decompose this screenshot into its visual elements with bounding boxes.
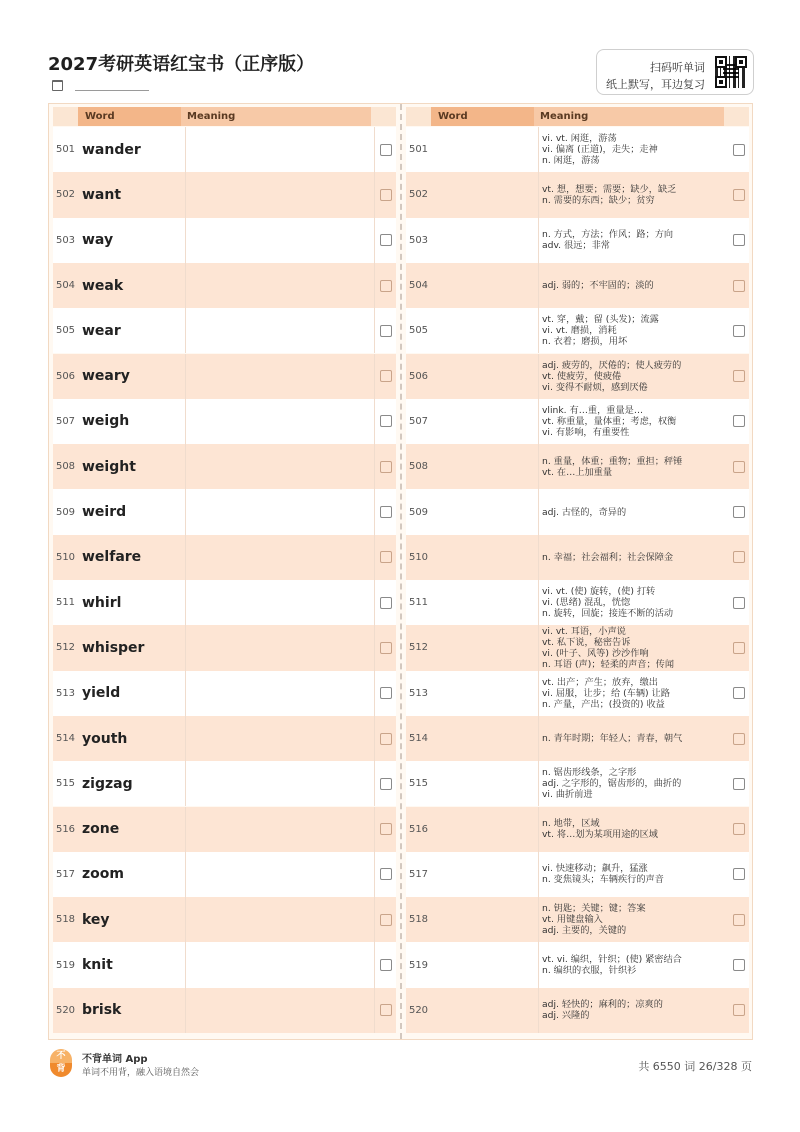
row-number: 502 — [408, 189, 429, 201]
page-count: 共 6550 词 26/328 页 — [638, 1060, 752, 1073]
meaning-line: vi. vt. 磨损，消耗 — [542, 325, 617, 337]
word-blank-field[interactable] — [435, 489, 539, 534]
vocab-table — [48, 103, 753, 1040]
checkbox[interactable] — [733, 868, 745, 880]
meaning-line: vi. vt. 闲逛，游荡 — [542, 133, 617, 145]
checkbox[interactable] — [380, 370, 392, 382]
checkbox[interactable] — [380, 597, 392, 609]
word-blank-field[interactable] — [435, 852, 539, 897]
checkbox[interactable] — [380, 506, 392, 518]
checkbox[interactable] — [733, 189, 745, 201]
meaning-text — [538, 852, 726, 897]
word-blank-field[interactable] — [435, 897, 539, 942]
row-number: 506 — [55, 370, 76, 382]
checkbox[interactable] — [733, 506, 745, 518]
meaning-line: vi. 曲折前进 — [542, 789, 593, 801]
meaning-line: n. 钥匙；关键；键；答案 — [542, 903, 646, 915]
row-number: 512 — [408, 642, 429, 654]
checkbox[interactable] — [733, 461, 745, 473]
checkbox[interactable] — [733, 914, 745, 926]
meaning-blank-field[interactable] — [185, 625, 375, 670]
word-text: want — [82, 186, 122, 203]
row-number: 519 — [55, 959, 76, 971]
checkbox[interactable] — [733, 280, 745, 292]
header-num-cell — [53, 107, 78, 126]
meaning-blank-field[interactable] — [185, 263, 375, 308]
left-header — [49, 104, 398, 126]
checkbox[interactable] — [733, 642, 745, 654]
checkbox[interactable] — [380, 959, 392, 971]
meaning-line: adj. 轻快的；麻利的；凉爽的 — [542, 999, 663, 1011]
meaning-row — [406, 988, 749, 1033]
meaning-line: vt. vi. 编织，针织；(使) 紧密结合 — [542, 954, 682, 966]
row-number: 503 — [55, 234, 76, 246]
word-blank-field[interactable] — [435, 535, 539, 580]
meaning-line: n. 方式，方法；作风；路；方向 — [542, 229, 674, 241]
meaning-blank-field[interactable] — [185, 988, 375, 1033]
meaning-text — [538, 308, 726, 353]
meaning-row — [406, 580, 749, 625]
word-text: zoom — [82, 866, 124, 883]
word-row — [53, 444, 396, 489]
meaning-line: vi. 有影响，有重要性 — [542, 426, 630, 438]
checkbox[interactable] — [380, 823, 392, 835]
meaning-line: n. 青年时期；年轻人；青春，朝气 — [542, 733, 683, 745]
row-number: 516 — [408, 823, 429, 835]
header-word: Word — [431, 107, 534, 126]
row-number: 507 — [55, 415, 76, 427]
row-number: 518 — [55, 914, 76, 926]
meaning-line: vt. 想，想要；需要；缺少，缺乏 — [542, 183, 677, 195]
qr-code-icon[interactable] — [715, 56, 747, 88]
header-word: Word — [78, 107, 181, 126]
meaning-line: n. 闲逛，游荡 — [542, 155, 600, 167]
checkbox[interactable] — [380, 415, 392, 427]
meaning-text — [538, 942, 726, 987]
row-number: 517 — [408, 868, 429, 880]
checkbox[interactable] — [733, 325, 745, 337]
row-number: 501 — [408, 144, 429, 156]
row-number: 509 — [55, 506, 76, 518]
meaning-line: vt. 出产；产生；放弃，缴出 — [542, 676, 658, 688]
word-text: way — [82, 232, 114, 249]
meaning-line: n. 产量，产出；(投资的) 收益 — [542, 698, 665, 710]
meaning-line: vlink. 有…重，重量是… — [542, 404, 644, 416]
word-row — [53, 761, 396, 806]
meaning-text — [538, 399, 726, 444]
meaning-line: vi. 快速移动；飙升，猛涨 — [542, 863, 648, 875]
word-blank-field[interactable] — [435, 942, 539, 987]
word-row — [53, 399, 396, 444]
word-blank-field[interactable] — [435, 988, 539, 1033]
meaning-line: n. 衣着；磨损，用坏 — [542, 336, 628, 348]
meaning-text — [538, 489, 726, 534]
qr-promo-box[interactable] — [596, 49, 754, 95]
checkbox[interactable] — [380, 914, 392, 926]
word-row — [53, 625, 396, 670]
meaning-row — [406, 127, 749, 172]
meaning-text — [538, 671, 726, 716]
word-text: weird — [82, 504, 127, 521]
fold-divider — [400, 104, 402, 1039]
meaning-line: vt. 将…划为某项用途的区域 — [542, 829, 658, 841]
meaning-line: vi. (叶子、风等) 沙沙作响 — [542, 647, 649, 659]
row-number: 514 — [408, 733, 429, 745]
row-number: 515 — [408, 778, 429, 790]
meaning-row — [406, 625, 749, 670]
word-row — [53, 263, 396, 308]
checkbox[interactable] — [733, 959, 745, 971]
meaning-blank-field[interactable] — [185, 897, 375, 942]
row-number: 519 — [408, 959, 429, 971]
meaning-line: vi. vt. 耳语，小声说 — [542, 625, 626, 637]
word-row — [53, 852, 396, 897]
date-row — [52, 80, 149, 91]
meaning-line: adj. 弱的；不牢固的；淡的 — [542, 280, 654, 292]
word-text: zigzag — [82, 775, 133, 792]
word-text: whisper — [82, 639, 145, 656]
meaning-blank-field[interactable] — [185, 852, 375, 897]
word-row — [53, 897, 396, 942]
word-text: youth — [82, 730, 128, 747]
word-text: weight — [82, 458, 136, 475]
row-number: 511 — [55, 597, 76, 609]
checkbox[interactable] — [733, 551, 745, 563]
meaning-line: adj. 古怪的，奇异的 — [542, 506, 627, 518]
row-number: 503 — [408, 234, 429, 246]
row-number: 514 — [55, 733, 76, 745]
meaning-line: n. 旋转，回旋；接连不断的活动 — [542, 608, 674, 620]
meaning-blank-field[interactable] — [185, 308, 375, 353]
meaning-line: n. 幸福；社会福利；社会保障金 — [542, 551, 674, 563]
meaning-blank-field[interactable] — [185, 671, 375, 716]
meaning-row — [406, 399, 749, 444]
meaning-text — [538, 127, 726, 172]
right-header — [402, 104, 751, 126]
meaning-line: n. 重量，体重；重物；重担；秤锤 — [542, 455, 683, 467]
meaning-line: vt. 称重量，量体重；考虑，权衡 — [542, 415, 677, 427]
promo-line-1: 扫码听单词 — [650, 61, 705, 74]
meaning-line: vi. (思绪) 混乱，恍惚 — [542, 597, 631, 609]
meaning-line: adj. 之字形的，锯齿形的，曲折的 — [542, 778, 682, 790]
word-text: whirl — [82, 594, 122, 611]
row-number: 508 — [55, 461, 76, 473]
checkbox[interactable] — [380, 778, 392, 790]
row-number: 513 — [55, 687, 76, 699]
meaning-row — [406, 535, 749, 580]
header-check-cell — [724, 107, 749, 126]
checkbox[interactable] — [380, 325, 392, 337]
word-text: yield — [82, 685, 121, 702]
word-row — [53, 172, 396, 217]
word-blank-field[interactable] — [435, 172, 539, 217]
meaning-text — [538, 580, 726, 625]
word-text: weary — [82, 368, 130, 385]
checkbox[interactable] — [380, 733, 392, 745]
row-number: 520 — [408, 1004, 429, 1016]
checkbox[interactable] — [380, 868, 392, 880]
meaning-row — [406, 716, 749, 761]
app-name: 不背单词 App — [82, 1054, 148, 1065]
meaning-text — [538, 988, 726, 1033]
meaning-row — [406, 852, 749, 897]
checkbox[interactable] — [380, 1004, 392, 1016]
checkbox[interactable] — [733, 687, 745, 699]
meaning-blank-field[interactable] — [185, 580, 375, 625]
word-blank-field[interactable] — [435, 127, 539, 172]
checkbox[interactable] — [380, 642, 392, 654]
word-row — [53, 218, 396, 263]
meaning-text — [538, 172, 726, 217]
meaning-line: n. 编织的衣服，针织衫 — [542, 965, 637, 977]
row-number: 510 — [55, 551, 76, 563]
checkbox[interactable] — [733, 733, 745, 745]
checkbox[interactable] — [380, 234, 392, 246]
meaning-blank-field[interactable] — [185, 716, 375, 761]
word-text: weak — [82, 277, 124, 294]
meaning-line: vi. 屈服，让步；给 (车辆) 让路 — [542, 687, 670, 699]
meaning-line: vt. 私下说，秘密告诉 — [542, 636, 631, 648]
word-row — [53, 127, 396, 172]
meaning-line: n. 耳语 (声)；轻柔的声音；传闻 — [542, 658, 675, 670]
meaning-row — [406, 807, 749, 852]
meaning-line: vt. 穿，戴；留 (头发)；流露 — [542, 314, 659, 326]
app-slogan: 单词不用背，融入语境自然会 — [82, 1068, 200, 1078]
meaning-blank-field[interactable] — [185, 172, 375, 217]
meaning-line: adj. 主要的，关键的 — [542, 925, 627, 937]
date-field[interactable] — [75, 80, 149, 91]
meaning-line: n. 锯齿形线条，之字形 — [542, 767, 637, 779]
word-text: weigh — [82, 413, 130, 430]
meaning-row — [406, 172, 749, 217]
checkbox[interactable] — [733, 1004, 745, 1016]
row-number: 516 — [55, 823, 76, 835]
meaning-row — [406, 354, 749, 399]
meaning-blank-field[interactable] — [185, 399, 375, 444]
header-meaning: Meaning — [181, 107, 371, 126]
meaning-row — [406, 489, 749, 534]
meaning-blank-field[interactable] — [185, 942, 375, 987]
checkbox[interactable] — [380, 280, 392, 292]
checkbox[interactable] — [733, 823, 745, 835]
header-check-cell — [371, 107, 396, 126]
word-row — [53, 716, 396, 761]
row-number: 515 — [55, 778, 76, 790]
word-blank-field[interactable] — [435, 399, 539, 444]
page-title: 2027考研英语红宝书（正序版） — [48, 54, 315, 75]
meaning-text — [538, 218, 726, 263]
promo-line-2: 纸上默写，耳边复习 — [606, 78, 705, 91]
word-row — [53, 354, 396, 399]
meaning-line: vt. 在…上加重量 — [542, 466, 613, 478]
row-number: 512 — [55, 642, 76, 654]
meaning-blank-field[interactable] — [185, 444, 375, 489]
word-row — [53, 988, 396, 1033]
meaning-blank-field[interactable] — [185, 127, 375, 172]
word-blank-field[interactable] — [435, 580, 539, 625]
meaning-blank-field[interactable] — [185, 354, 375, 399]
word-text: brisk — [82, 1002, 122, 1019]
checkbox[interactable] — [733, 597, 745, 609]
row-number: 507 — [408, 415, 429, 427]
meaning-line: adv. 很远；非常 — [542, 240, 610, 252]
checkbox[interactable] — [380, 144, 392, 156]
app-logo-icon — [50, 1049, 72, 1077]
word-text: key — [82, 911, 110, 928]
meaning-row — [406, 761, 749, 806]
meaning-line: vi. vt. (使) 旋转，(使) 打转 — [542, 586, 656, 598]
word-blank-field[interactable] — [435, 716, 539, 761]
meaning-text — [538, 625, 726, 670]
meaning-row — [406, 671, 749, 716]
logo-bottom: 背 — [50, 1063, 72, 1077]
checkbox[interactable] — [380, 461, 392, 473]
logo-top: 不 — [50, 1049, 72, 1063]
word-blank-field[interactable] — [435, 308, 539, 353]
meaning-text — [538, 761, 726, 806]
header-num-cell — [406, 107, 431, 126]
word-row — [53, 489, 396, 534]
word-row — [53, 580, 396, 625]
row-number: 520 — [55, 1004, 76, 1016]
meaning-text — [538, 897, 726, 942]
row-number: 502 — [55, 189, 76, 201]
word-text: wear — [82, 322, 121, 339]
header-meaning: Meaning — [534, 107, 724, 126]
meaning-blank-field[interactable] — [185, 535, 375, 580]
word-blank-field[interactable] — [435, 444, 539, 489]
row-number: 517 — [55, 868, 76, 880]
meaning-text — [538, 716, 726, 761]
meaning-blank-field[interactable] — [185, 807, 375, 852]
meaning-row — [406, 263, 749, 308]
meaning-row — [406, 218, 749, 263]
checkbox[interactable] — [733, 144, 745, 156]
word-text: wander — [82, 141, 141, 158]
meaning-blank-field[interactable] — [185, 761, 375, 806]
meaning-line: adj. 兴隆的 — [542, 1010, 590, 1022]
word-blank-field[interactable] — [435, 761, 539, 806]
row-number: 518 — [408, 914, 429, 926]
word-text: welfare — [82, 549, 142, 566]
meaning-text — [538, 444, 726, 489]
row-number: 505 — [55, 325, 76, 337]
checkbox[interactable] — [380, 687, 392, 699]
word-blank-field[interactable] — [435, 263, 539, 308]
meaning-line: n. 变焦镜头；车辆疾行的声音 — [542, 874, 664, 886]
row-number: 509 — [408, 506, 429, 518]
word-blank-field[interactable] — [435, 671, 539, 716]
word-blank-field[interactable] — [435, 625, 539, 670]
meaning-line: n. 地带，区域 — [542, 818, 600, 830]
meaning-row — [406, 444, 749, 489]
meaning-line: adj. 疲劳的，厌倦的；使人疲劳的 — [542, 359, 682, 371]
word-blank-field[interactable] — [435, 354, 539, 399]
meaning-line: n. 需要的东西；缺少；贫穷 — [542, 194, 655, 206]
row-number: 510 — [408, 551, 429, 563]
word-blank-field[interactable] — [435, 218, 539, 263]
meaning-text — [538, 807, 726, 852]
meaning-row — [406, 942, 749, 987]
row-number: 513 — [408, 687, 429, 699]
row-number: 506 — [408, 370, 429, 382]
checkbox[interactable] — [733, 415, 745, 427]
checkbox[interactable] — [733, 234, 745, 246]
meaning-text — [538, 535, 726, 580]
meaning-text — [538, 354, 726, 399]
meaning-line: vi. 偏离 (正道)，走失；走神 — [542, 144, 658, 156]
row-number: 511 — [408, 597, 429, 609]
meaning-text — [538, 263, 726, 308]
word-row — [53, 308, 396, 353]
word-row — [53, 942, 396, 987]
meaning-blank-field[interactable] — [185, 489, 375, 534]
meaning-row — [406, 308, 749, 353]
checkbox[interactable] — [380, 189, 392, 201]
row-number: 501 — [55, 144, 76, 156]
meaning-blank-field[interactable] — [185, 218, 375, 263]
word-row — [53, 535, 396, 580]
word-blank-field[interactable] — [435, 807, 539, 852]
calendar-icon — [52, 80, 63, 91]
meaning-line: vt. 用键盘输入 — [542, 914, 603, 926]
checkbox[interactable] — [733, 370, 745, 382]
row-number: 505 — [408, 325, 429, 337]
checkbox[interactable] — [733, 778, 745, 790]
word-row — [53, 807, 396, 852]
checkbox[interactable] — [380, 551, 392, 563]
meaning-row — [406, 897, 749, 942]
row-number: 508 — [408, 461, 429, 473]
word-text: knit — [82, 957, 113, 974]
word-row — [53, 671, 396, 716]
row-number: 504 — [55, 280, 76, 292]
meaning-line: vt. 使疲劳，使疲倦 — [542, 370, 622, 382]
word-text: zone — [82, 821, 120, 838]
meaning-line: vi. 变得不耐烦，感到厌倦 — [542, 381, 648, 393]
row-number: 504 — [408, 280, 429, 292]
